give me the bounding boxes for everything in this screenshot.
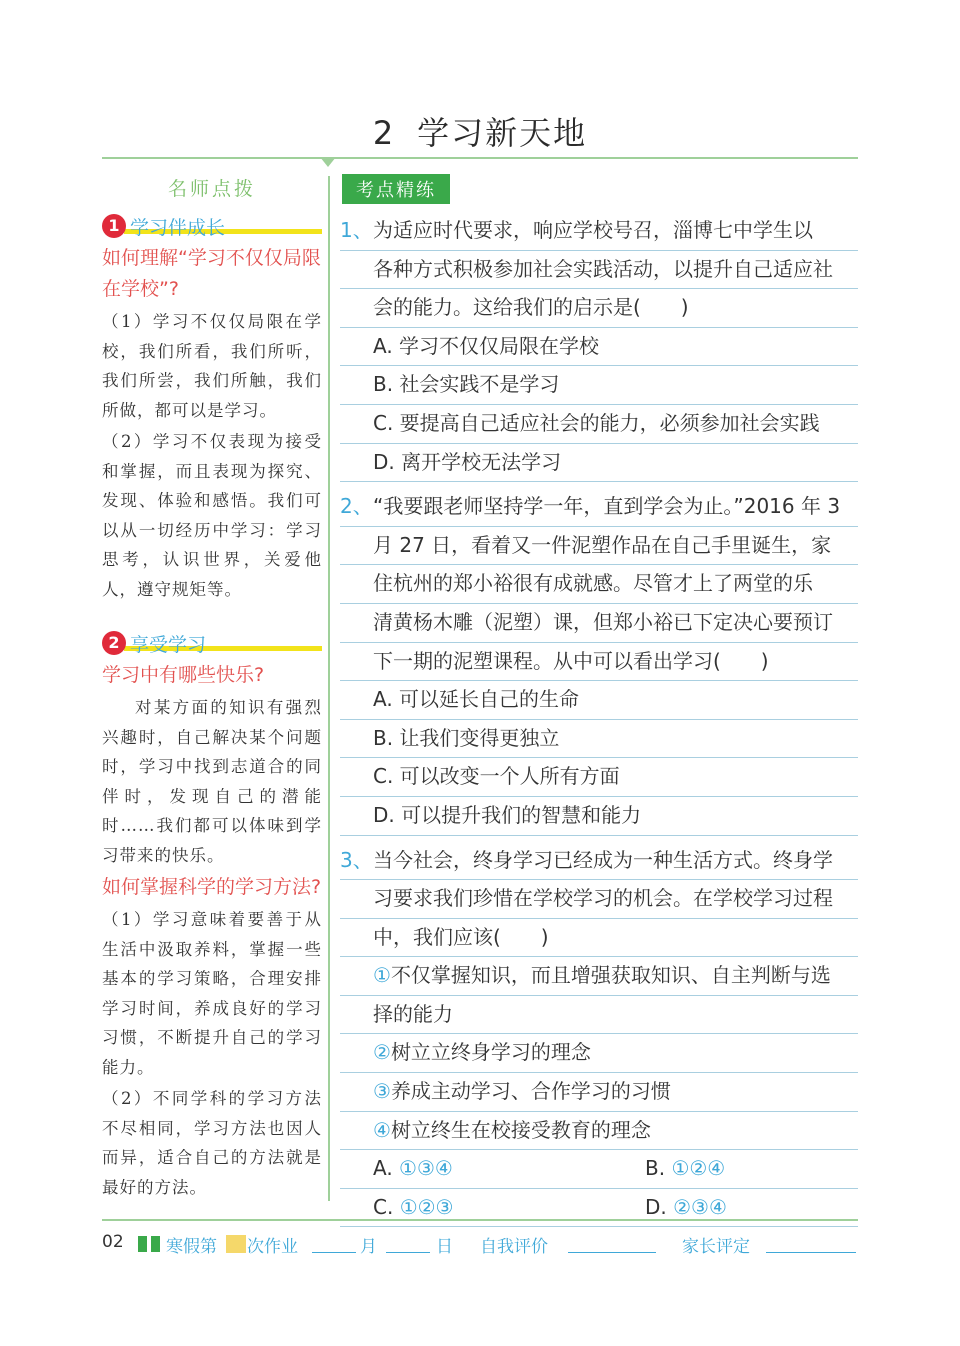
question-line: 清黄杨木雕（泥塑）课，但郑小裕已下定决心要预订 — [373, 609, 833, 634]
tip-paragraph: （1）学习意味着要善于从生活中汲取养料，掌握一些基本的学习策略，合理安排学习时间，养成良好的学习习惯，不断提升自己的学习能力。 — [102, 910, 322, 1077]
tip-paragraph: 对某方面的知识有强烈兴趣时，自己解决某个问题时，学习中找到志道合的同伴时，发现自己的潜能时……我们都可以体味到学习带来的快乐。 — [102, 698, 322, 865]
footer — [102, 1230, 858, 1258]
exercise-column — [340, 174, 858, 1227]
item-mark: ④ — [373, 1117, 391, 1142]
tip-question: 学习中有哪些快乐? — [102, 664, 265, 686]
question-line: 各种方式积极参加社会实践活动，以提升自己适应社 — [373, 256, 833, 281]
item-text: 树立立终身学习的理念 — [390, 1040, 591, 1065]
question-line: 住杭州的郑小裕很有成就感。尽管才上了两堂的乐 — [373, 571, 813, 596]
tip-question: 如何掌握科学的学习方法? — [102, 876, 322, 898]
self-eval-blank[interactable] — [568, 1252, 656, 1253]
question-line: 会的能力。这给我们的启示是( ) — [373, 295, 689, 320]
assignment-number-box[interactable] — [226, 1235, 246, 1253]
item-mark: ① — [373, 963, 391, 988]
section-label: 享受学习 — [130, 634, 207, 656]
parent-eval-blank[interactable] — [766, 1252, 856, 1253]
title-divider — [102, 157, 858, 159]
section-badge: 1 — [102, 214, 126, 238]
question-number: 1、 — [340, 218, 373, 242]
section-badge: 2 — [102, 631, 126, 655]
day-label: 日 — [436, 1237, 453, 1257]
page-title — [0, 108, 960, 154]
option-d[interactable]: D. 可以提升我们的智慧和能力 — [373, 802, 642, 827]
page-number: 02 — [102, 1232, 124, 1252]
tip-paragraph: （1）学习不仅仅局限在学校，我们所看，我们所听，我们所尝，我们所触，我们所做，都可以是学习。 — [102, 312, 322, 420]
item-mark: ③ — [373, 1079, 391, 1104]
question-line: 为适应时代要求，响应学校号召，淄博七中学生以 — [373, 218, 813, 242]
item-text: 不仅掌握知识，而且增强获取知识、自主判断与选 — [390, 963, 831, 988]
option-d[interactable]: D. 离开学校无法学习 — [373, 449, 562, 474]
tip-paragraph: （2）不同学科的学习方法不尽相同，学习方法也因人而异，适合自己的方法就是最好的方法。 — [102, 1089, 322, 1197]
option-b[interactable]: B. 社会实践不是学习 — [373, 372, 560, 397]
question-line: 月 27 日，看着又一件泥塑作品在自己手里诞生，家 — [373, 532, 832, 557]
question-line: 下一期的泥塑课程。从中可以看出学习( ) — [373, 648, 769, 673]
item-text: 择的能力 — [373, 1001, 453, 1026]
tips-header: 名师点拨 — [167, 178, 256, 200]
item-mark: ② — [373, 1040, 391, 1065]
question-line: 中，我们应该( ) — [373, 924, 549, 949]
self-eval-label: 自我评价 — [480, 1237, 548, 1257]
question-line: 当今社会，终身学习已经成为一种生活方式。终身学 — [373, 847, 833, 872]
question-line: 习要求我们珍惜在学校学习的机会。在学校学习过程 — [373, 886, 833, 911]
option-b[interactable]: B. ①②④ — [645, 1156, 726, 1181]
footer-marker — [138, 1236, 147, 1252]
question-3 — [340, 842, 858, 1228]
tip-paragraph: （2）学习不仅表现为接受和掌握，而且表现为探究、发现、体验和感悟。我们可以从一切经历中学习：学习思考，认识世界，关爱他人，遵守规矩等。 — [102, 432, 322, 599]
option-b[interactable]: B. 让我们变得更独立 — [373, 725, 560, 750]
assignment-prefix: 寒假第 — [166, 1237, 217, 1257]
item-text: 养成主动学习、合作学习的习惯 — [390, 1079, 671, 1104]
assignment-suffix: 次作业 — [247, 1237, 298, 1257]
option-d[interactable]: D. ②③④ — [645, 1194, 727, 1219]
item-text: 树立终生在校接受教育的理念 — [390, 1117, 651, 1142]
option-c[interactable]: C. ①②③ — [373, 1194, 454, 1219]
month-blank[interactable] — [312, 1252, 356, 1253]
section-label: 学习伴成长 — [130, 217, 226, 239]
question-1 — [340, 212, 858, 482]
question-number: 2、 — [340, 494, 373, 519]
parent-eval-label: 家长评定 — [682, 1237, 750, 1257]
tip-question: 如何理解“学习不仅仅局限在学校”? — [102, 247, 321, 300]
footer-divider — [102, 1219, 858, 1221]
column-divider — [328, 176, 330, 1201]
option-a[interactable]: A. 可以延长自己的生命 — [373, 687, 580, 712]
question-number: 3、 — [340, 847, 373, 872]
lesson-title: 学习新天地 — [417, 114, 588, 152]
section-heading-1 — [102, 213, 322, 241]
title-notch — [320, 157, 336, 167]
question-line: “我要跟老师坚持学一年，直到学会为止。”2016 年 3 — [373, 494, 841, 519]
day-blank[interactable] — [386, 1252, 430, 1253]
teacher-tips-column — [102, 170, 322, 1202]
month-label: 月 — [360, 1237, 377, 1257]
lesson-number: 2 — [372, 114, 396, 152]
option-a[interactable]: A. ①③④ — [373, 1156, 453, 1181]
option-c[interactable]: C. 要提高自己适应社会的能力，必须参加社会实践 — [373, 410, 820, 435]
exercise-tag: 考点精练 — [342, 174, 450, 204]
option-a[interactable]: A. 学习不仅仅局限在学校 — [373, 333, 600, 358]
section-heading-2 — [102, 630, 322, 658]
option-c[interactable]: C. 可以改变一个人所有方面 — [373, 764, 620, 789]
question-2 — [340, 488, 858, 835]
footer-marker — [151, 1236, 160, 1252]
